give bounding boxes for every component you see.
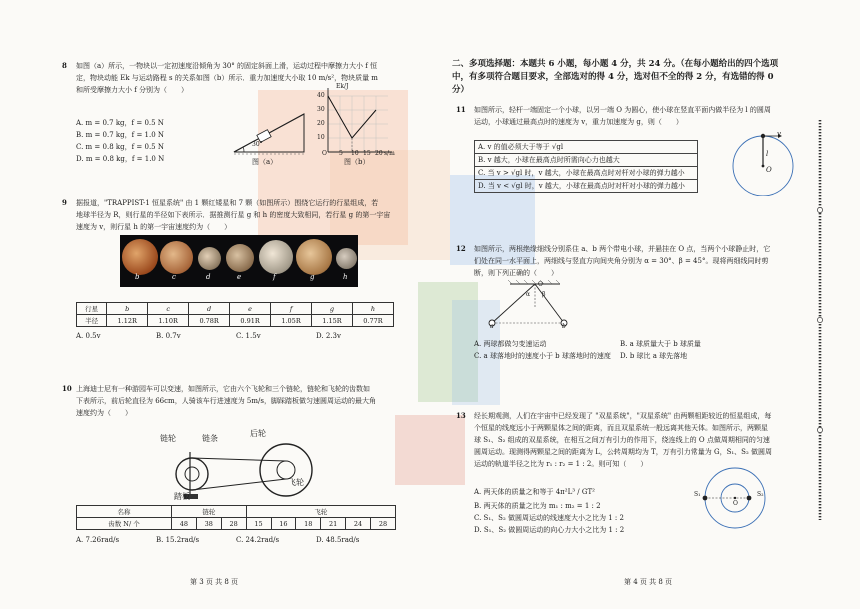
q11-option-b[interactable]: B. v 越大，小球在最高点时所需向心力也越大 bbox=[475, 154, 697, 167]
q11-option-c[interactable]: C. 当 v > √gl 时，v 越大，小球在最高点时对杆对小球的弹力越小 bbox=[475, 167, 697, 180]
left-page-footer: 第 3 页 共 8 页 bbox=[190, 578, 239, 586]
q10-option-d[interactable]: D. 48.5rad/s bbox=[316, 536, 360, 544]
planet-h-disc bbox=[336, 248, 357, 269]
q8-angle-label: 30° bbox=[252, 141, 263, 148]
table-cell: 38 bbox=[196, 518, 221, 530]
q12-option-c[interactable]: C. a 球落地时的速度小于 b 球落地时的速度 bbox=[474, 352, 611, 360]
q10-number: 10 bbox=[62, 384, 72, 393]
q11-number: 11 bbox=[456, 105, 466, 114]
table-cell: 16 bbox=[271, 518, 296, 530]
q13-binary-star-figure bbox=[690, 465, 790, 535]
table-cell: 齿数 N/ 个 bbox=[77, 518, 172, 530]
q12-alpha-label: α bbox=[526, 291, 531, 298]
table-cell: 0.78R bbox=[189, 315, 230, 327]
q12-beta-label: β bbox=[542, 291, 546, 298]
q13-text-line4: 圆周运动。现测得两颗星之间的距离为 L，公转周期均为 T，万有引力常量为 G，S₁、S₂ 做圆周 bbox=[474, 448, 773, 456]
section-heading-line1: 二、多项选择题：本题共 6 小题，每小题 4 分，共 24 分。（在每小题给出的四个选项 bbox=[452, 59, 779, 69]
q9-text-line1: 据报道，"TRAPPIST-1 恒星系统" 由 1 颗红矮星和 7 颗（如图所示）围绕它运行的行星组成，若 bbox=[76, 199, 379, 207]
planet-b-disc bbox=[122, 239, 158, 275]
q13-option-a[interactable]: A. 两天体的质量之和等于 4π²L³ / GT² bbox=[474, 488, 595, 496]
table-cell: 1.05R bbox=[271, 315, 312, 327]
q12-option-a[interactable]: A. 两球都做匀变速运动 bbox=[474, 340, 547, 348]
q12-ball-a-label: a bbox=[490, 323, 494, 330]
q11-option-a[interactable]: A. v 的值必须大于等于 √gl bbox=[475, 141, 697, 154]
table-cell: 0.91R bbox=[230, 315, 271, 327]
q8-fig-b-caption: 图（b） bbox=[344, 158, 370, 166]
q8-x-tick-5: 5 bbox=[339, 150, 343, 157]
q11-text-line2: 运动，小球通过最高点时的速度为 v，重力加速度为 g，则（ ） bbox=[474, 118, 683, 126]
q9-radius-table bbox=[76, 302, 394, 327]
q12-pivot-label: O bbox=[538, 281, 543, 288]
q8-option-b[interactable]: B. m = 0.7 kg，f = 1.0 N bbox=[76, 131, 165, 139]
right-page-footer: 第 4 页 共 8 页 bbox=[624, 578, 673, 586]
planet-d-label: d bbox=[206, 273, 211, 281]
q8-origin-label: O bbox=[322, 150, 327, 157]
table-cell: 18 bbox=[296, 518, 321, 530]
q13-option-b[interactable]: B. 两天体的质量之比为 m₁ : m₂ = 1 : 2 bbox=[474, 502, 601, 510]
q10-text-line3: 速度约为（ ） bbox=[76, 409, 132, 417]
q13-s2-label: S₂ bbox=[757, 491, 764, 498]
q8-x-tick-20: 20 bbox=[375, 150, 383, 157]
q8-y-tick-10: 10 bbox=[317, 134, 325, 141]
q10-teeth-table bbox=[76, 505, 396, 530]
q8-fig-a-caption: 图（a） bbox=[252, 158, 278, 166]
table-cell: 1.15R bbox=[312, 315, 353, 327]
q13-number: 13 bbox=[456, 411, 466, 420]
q8-x-tick-10: 10 bbox=[351, 150, 359, 157]
planet-g-label: g bbox=[310, 273, 315, 281]
planet-e-disc bbox=[226, 244, 254, 272]
table-cell: 1.10R bbox=[148, 315, 189, 327]
q8-text-line1: 如图（a）所示，一物块以一定初速度沿倾角为 30° 的固定斜面上滑，运动过程中摩擦力大小 f 恒 bbox=[76, 62, 378, 70]
q10-text-line2: 下表所示，前后轮直径为 66cm，人骑该车行进速度为 5m/s，脚踩踏板做匀速圆周运动的最大角 bbox=[76, 397, 376, 405]
q12-text-line1: 如图所示，两根绝缘细线分别系住 a、b 两个带电小球，并悬挂在 O 点，当两个小球静止时，它 bbox=[474, 245, 771, 253]
q8-number: 8 bbox=[62, 61, 67, 70]
table-header-cell: c bbox=[148, 303, 189, 315]
overlay-red bbox=[395, 415, 465, 485]
table-cell: 28 bbox=[221, 518, 246, 530]
table-cell: 21 bbox=[321, 518, 346, 530]
table-cell: 0.77R bbox=[352, 315, 393, 327]
q13-option-d[interactable]: D. S₁、S₂ 做圆周运动的向心力大小之比为 1 : 2 bbox=[474, 526, 625, 534]
q12-option-d[interactable]: D. b 球比 a 球先落地 bbox=[620, 352, 688, 360]
q8-option-d[interactable]: D. m = 0.8 kg，f = 1.0 N bbox=[76, 155, 165, 163]
q8-y-axis-label: Ek/J bbox=[336, 83, 349, 90]
table-header-cell: 名称 bbox=[77, 506, 172, 518]
table-header-cell: 飞轮 bbox=[246, 506, 395, 518]
q9-option-d[interactable]: D. 2.3v bbox=[316, 332, 341, 340]
planet-d-disc bbox=[198, 247, 221, 270]
table-cell: 半径 bbox=[77, 315, 107, 327]
planet-c-disc bbox=[160, 241, 193, 274]
q12-number: 12 bbox=[456, 244, 466, 253]
q10-label-flywheel: 飞轮 bbox=[288, 478, 304, 487]
q12-ball-b-label: b bbox=[562, 323, 566, 330]
q8-y-tick-30: 30 bbox=[317, 106, 325, 113]
q13-option-c[interactable]: C. S₁、S₂ 做圆周运动的线速度大小之比为 1 : 2 bbox=[474, 514, 624, 522]
q10-option-c[interactable]: C. 24.2rad/s bbox=[236, 536, 280, 544]
q9-text-line2: 地球半径为 R，则行星的半径如下表所示．据推测行星 g 和 h 的密度大致相同，若行星 g 的第一宇宙 bbox=[76, 211, 391, 219]
planet-h-label: h bbox=[343, 273, 348, 281]
table-header-cell: 链轮 bbox=[172, 506, 247, 518]
planet-g-disc bbox=[296, 239, 332, 275]
q8-x-tick-15: 15 bbox=[363, 150, 371, 157]
table-cell: 1.12R bbox=[107, 315, 148, 327]
planet-f-disc bbox=[259, 240, 293, 274]
q11-rod-circle-figure bbox=[728, 126, 798, 196]
q8-text-line3: 和所受摩擦力大小 f 分别为（ ） bbox=[76, 86, 189, 94]
q9-option-a[interactable]: A. 0.5v bbox=[76, 332, 101, 340]
table-cell: 28 bbox=[371, 518, 396, 530]
q13-s1-label: S₁ bbox=[694, 491, 701, 498]
q11-option-d[interactable]: D. 当 v < √gl 时，v 越大，小球在最高点时对杆对小球的弹力越小 bbox=[478, 182, 685, 190]
table-row bbox=[77, 518, 396, 530]
q8-y-tick-20: 20 bbox=[317, 120, 325, 127]
q9-number: 9 bbox=[62, 198, 67, 207]
table-header-cell: g bbox=[312, 303, 353, 315]
q13-text-line2: 个恒星的线度远小于两颗星体之间的距离，而且双星系统一般远离其他天体。如图所示，两颗星 bbox=[474, 424, 768, 432]
q11-text-line1: 如图所示，轻杆一端固定一个小球，以另一端 O 为圆心，使小球在竖直平面内做半径为 l 的圆周 bbox=[474, 106, 771, 114]
q10-option-b[interactable]: B. 15.2rad/s bbox=[156, 536, 200, 544]
table-cell: 15 bbox=[246, 518, 271, 530]
q10-text-line1: 上海迪士尼有一种游园车可以变速，如图所示，它由六个飞轮和三个链轮，链轮和飞轮的齿数如 bbox=[76, 385, 370, 393]
table-header-cell: e bbox=[230, 303, 271, 315]
q9-option-b[interactable]: B. 0.7v bbox=[156, 332, 181, 340]
q10-option-a[interactable]: A. 7.26rad/s bbox=[76, 536, 120, 544]
q12-text-line3: 断，则下列正确的（ ） bbox=[474, 269, 558, 277]
q8-option-c[interactable]: C. m = 0.8 kg，f = 0.5 N bbox=[76, 143, 164, 151]
planet-b-label: b bbox=[135, 273, 140, 281]
table-header-cell: d bbox=[189, 303, 230, 315]
q11-options-box bbox=[474, 140, 698, 193]
q13-center-label: O bbox=[733, 500, 738, 507]
table-header-cell: h bbox=[352, 303, 393, 315]
table-row bbox=[77, 315, 394, 327]
q11-velocity-label: v bbox=[777, 130, 781, 138]
q12-option-b[interactable]: B. a 球质量大于 b 球质量 bbox=[620, 340, 701, 348]
table-header-cell: 行星 bbox=[77, 303, 107, 315]
q8-option-a[interactable]: A. m = 0.7 kg，f = 0.5 N bbox=[76, 119, 164, 127]
table-cell: 24 bbox=[346, 518, 371, 530]
q11-center-label: O bbox=[766, 166, 772, 174]
table-row bbox=[77, 506, 396, 518]
q8-text-line2: 定，物块动能 Ek 与运动路程 s 的关系如图（b）所示．重力加速度大小取 10 m/s²，物块质量 m bbox=[76, 74, 378, 82]
planet-f-label: f bbox=[273, 273, 276, 281]
q8-x-unit: s/m bbox=[384, 150, 395, 157]
section-heading-line2: 中，有多项符合题目要求，全部选对的得 4 分，选对但不全的得 2 分，有选错的得 0 bbox=[452, 72, 774, 82]
table-row bbox=[77, 303, 394, 315]
q10-label-rear-wheel: 后轮 bbox=[250, 429, 266, 438]
binding-margin-decoration bbox=[816, 120, 824, 540]
q13-text-line1: 经长期观测，人们在宇宙中已经发现了 "双星系统"，"双星系统" 由两颗相距较近的恒星组成，每 bbox=[474, 412, 772, 420]
table-header-cell: b bbox=[107, 303, 148, 315]
q8-incline-figure bbox=[230, 108, 310, 158]
planet-c-label: c bbox=[172, 273, 176, 281]
table-cell: 48 bbox=[172, 518, 197, 530]
planet-e-label: e bbox=[237, 273, 242, 281]
q10-label-chain: 链条 bbox=[202, 434, 218, 443]
q13-text-line5: 运动的轨道半径之比为 r₁ : r₂ = 1 : 2。则可知（ ） bbox=[474, 460, 648, 468]
q8-y-tick-40: 40 bbox=[317, 92, 325, 99]
table-header-cell: f bbox=[271, 303, 312, 315]
q9-text-line3: 速度为 v，则行星 h 的第一宇宙速度约为（ ） bbox=[76, 223, 232, 231]
q12-text-line2: 们处在同一水平面上，两细线与竖直方向间夹角分别为 α = 30°、β = 45°。现将两细线同时剪 bbox=[474, 257, 769, 265]
q9-option-c[interactable]: C. 1.5v bbox=[236, 332, 261, 340]
section-heading-line3: 分） bbox=[452, 85, 470, 95]
q10-label-pedal: 踏板 bbox=[174, 492, 190, 501]
q11-length-label: l bbox=[766, 150, 769, 158]
q13-text-line3: 球 S₁、S₂ 组成的双星系统，在相互之间万有引力的作用下，绕连线上的 O 点做周期相同的匀速 bbox=[474, 436, 770, 444]
q10-label-chainring: 链轮 bbox=[160, 434, 176, 443]
trappist-planets-image bbox=[120, 235, 358, 287]
